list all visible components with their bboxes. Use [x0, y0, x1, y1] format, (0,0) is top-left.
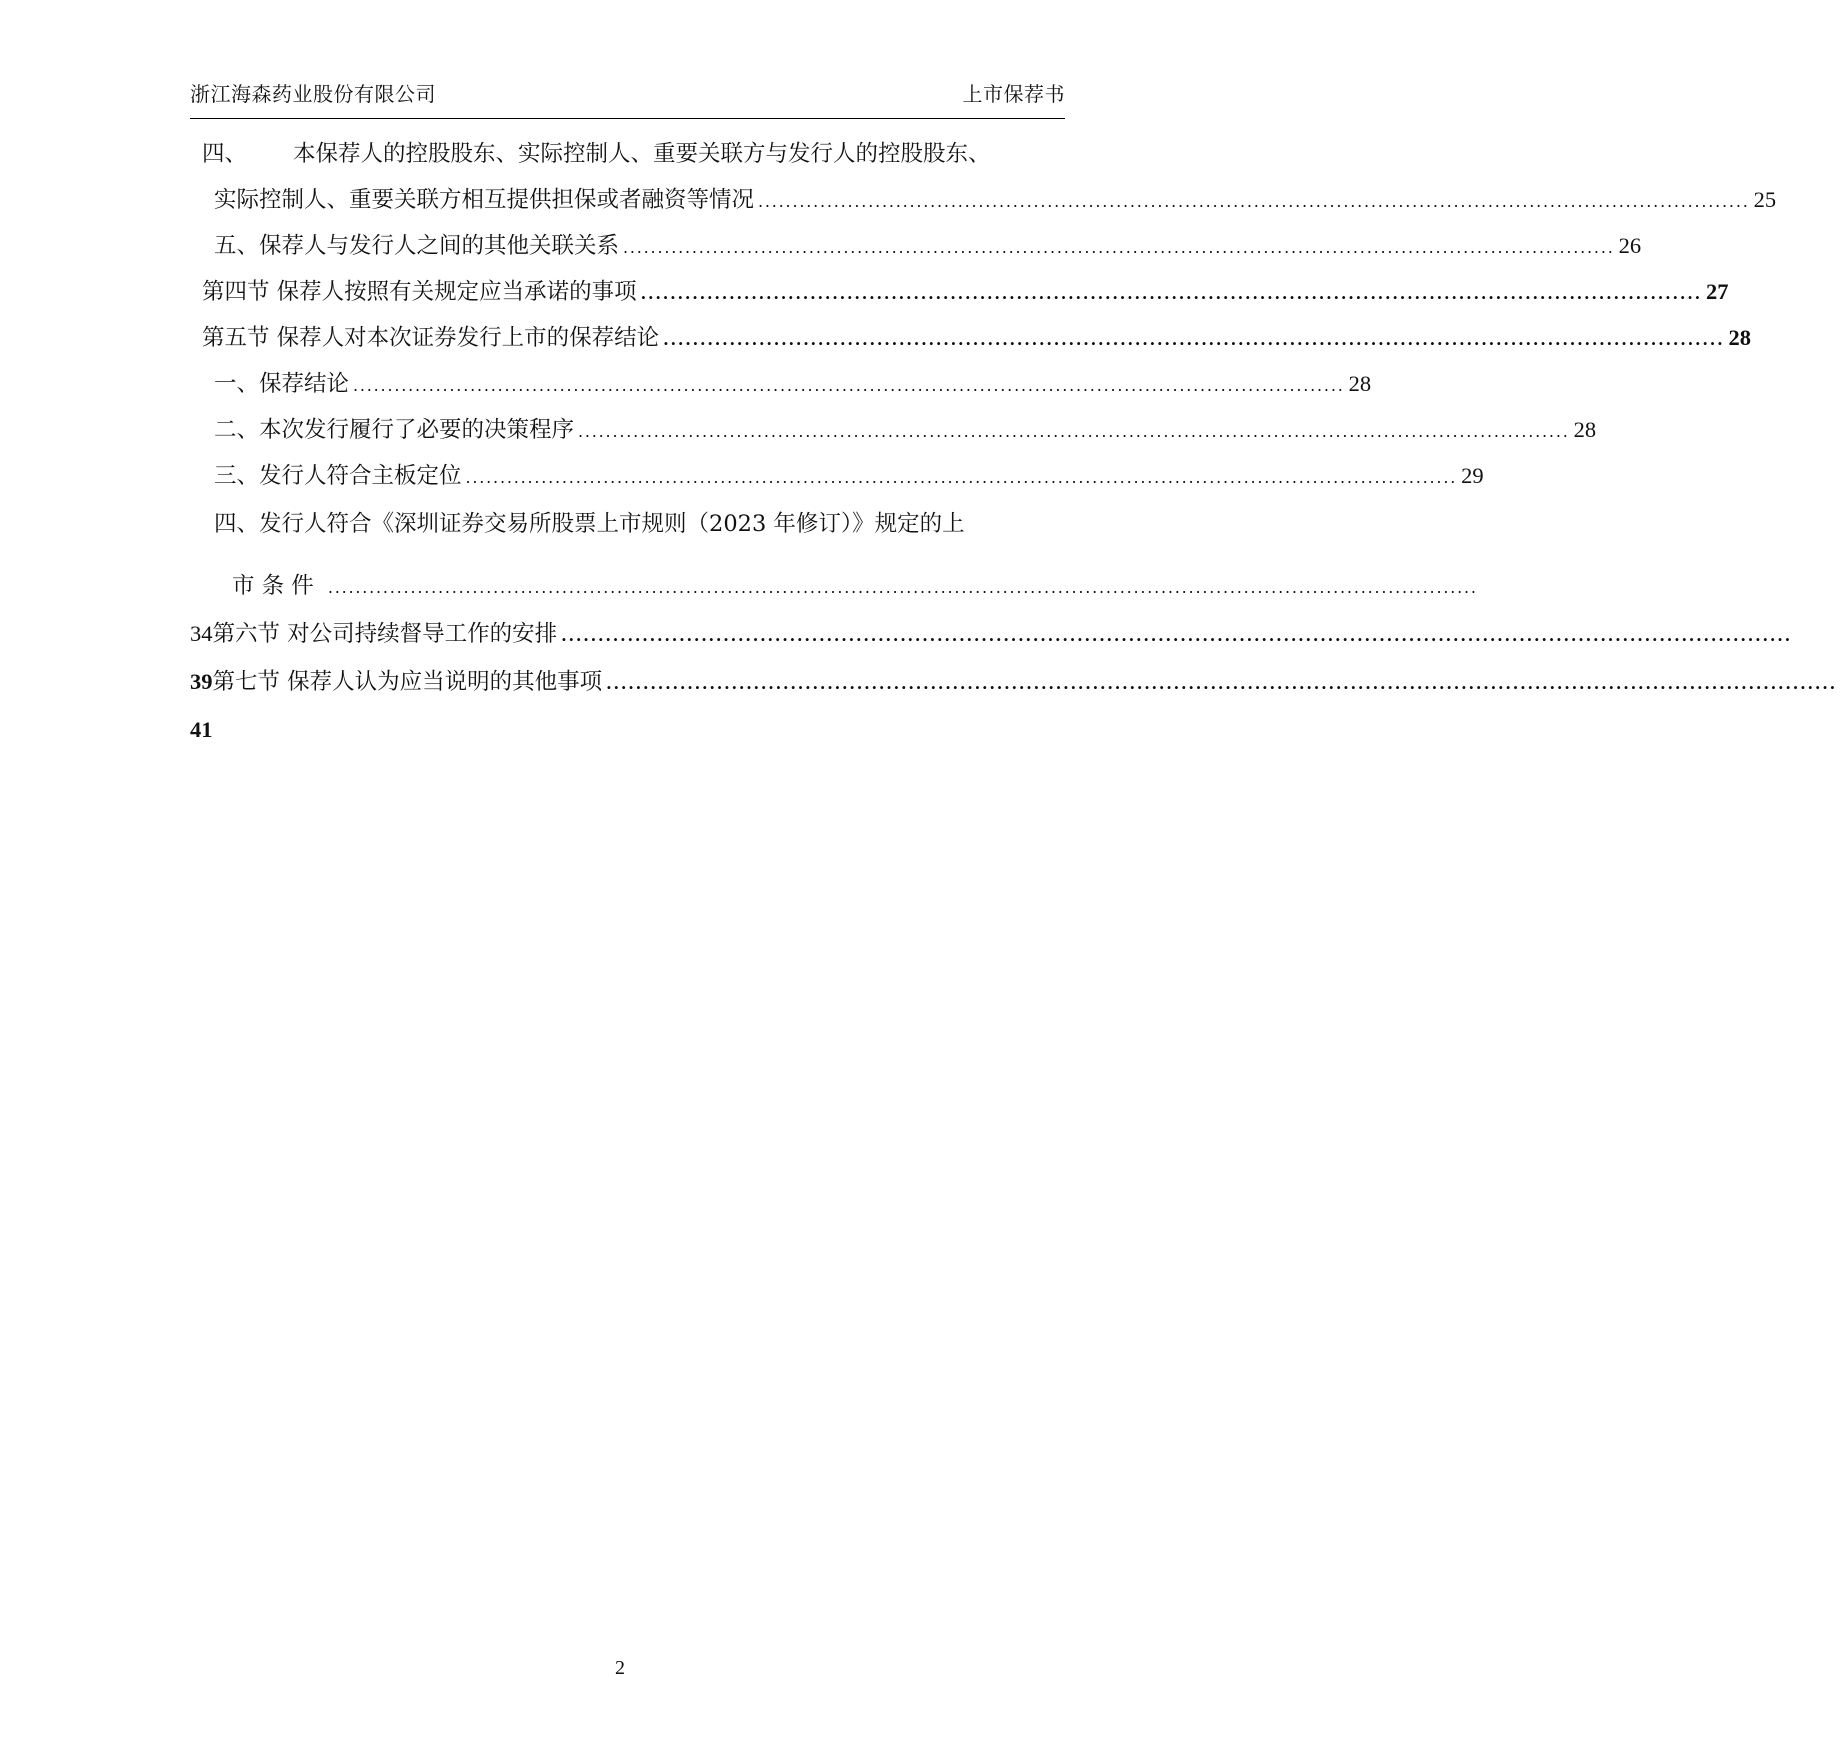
toc-sub-4-text-line1: 四、发行人符合《深圳证券交易所股票上市规则（2023 年修订）》规定的上	[214, 511, 965, 537]
dot-leader: .......................................................................................................................................................................	[606, 674, 1837, 693]
dot-leader: ................................................................................................................................................	[623, 238, 1615, 257]
toc-section-4-text: 第四节 保荐人按照有关规定应当承诺的事项	[202, 279, 637, 305]
dot-leader: ................................................................................................................................................	[640, 284, 1702, 303]
toc-section-5-text: 第五节 保荐人对本次证券发行上市的保荐结论	[202, 325, 660, 351]
toc-sub-3-page: 29	[1461, 463, 1484, 488]
toc-section-6-text: 第六节 对公司持续督导工作的安排	[212, 621, 558, 647]
toc-section-7[interactable]	[190, 666, 1837, 698]
page-number: 2	[615, 1657, 625, 1679]
dot-leader: .......................................................................................................................................................................	[327, 578, 1478, 597]
toc-section-4[interactable]	[202, 276, 1729, 308]
toc-sub-4-page: 34	[190, 621, 213, 646]
dot-leader: ................................................................................................................................................	[465, 468, 1458, 487]
toc-entry-5-text: 五、保荐人与发行人之间的其他关联关系	[214, 233, 620, 259]
page-header	[190, 74, 1065, 119]
toc-sub-4-line2[interactable]	[232, 570, 1478, 602]
toc-sub-4-line1[interactable]	[214, 508, 965, 540]
toc-entry-4-page: 25	[1753, 187, 1777, 212]
toc-section-4-page: 27	[1705, 279, 1729, 304]
toc-entry-4-text-line1: 本保荐人的控股股东、实际控制人、重要关联方与发行人的控股股东、	[293, 141, 991, 167]
header-company: 浙江海森药业股份有限公司	[190, 82, 436, 106]
toc-section-7-text: 第七节 保荐人认为应当说明的其他事项	[212, 669, 603, 695]
toc-sub-3-text: 三、发行人符合主板定位	[214, 463, 462, 489]
toc-sub-1-text: 一、保荐结论	[214, 371, 350, 397]
toc-sub-1[interactable]	[214, 368, 1372, 400]
toc-sub-2-text: 二、本次发行履行了必要的决策程序	[214, 417, 575, 443]
dot-leader: .......................................................................................................................................................................	[561, 626, 1792, 645]
toc-entry-4-line2[interactable]	[214, 184, 1777, 216]
toc-entry-4-prefix: 四、	[202, 141, 248, 167]
toc-section-7-page: 41	[190, 717, 213, 742]
toc-section-7-page-line[interactable]	[190, 714, 213, 746]
toc-section-5-page: 28	[1728, 325, 1751, 350]
toc-section-5[interactable]	[202, 322, 1751, 354]
toc-sub-2-page: 28	[1573, 417, 1597, 442]
toc-entry-4-line1[interactable]	[202, 138, 991, 170]
toc-sub-3[interactable]	[214, 460, 1484, 492]
dot-leader: ................................................................................................................................................	[578, 422, 1570, 441]
toc-sub-1-page: 28	[1348, 371, 1372, 396]
header-doc-type: 上市保荐书	[962, 82, 1065, 106]
toc-sub-4-text-line2: 市 条 件	[232, 573, 314, 599]
toc-section-6-page: 39	[190, 669, 213, 694]
dot-leader: ................................................................................................................................................	[663, 330, 1725, 349]
toc-entry-4-text-line2: 实际控制人、重要关联方相互提供担保或者融资等情况	[214, 187, 755, 213]
dot-leader: ................................................................................................................................................	[758, 192, 1750, 211]
toc-entry-5[interactable]	[214, 230, 1642, 262]
toc-entry-5-page: 26	[1618, 233, 1642, 258]
toc-section-6[interactable]	[190, 618, 1792, 650]
dot-leader: ................................................................................................................................................	[353, 376, 1345, 395]
toc-sub-2[interactable]	[214, 414, 1597, 446]
